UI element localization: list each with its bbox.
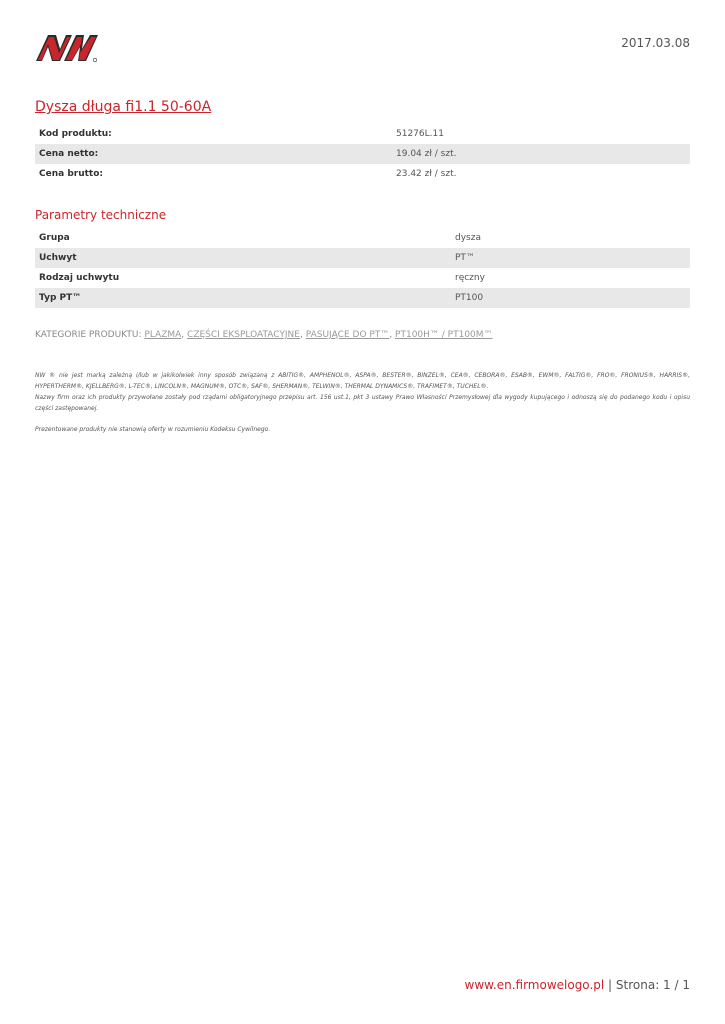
table-row (35, 288, 690, 308)
product-title[interactable]: Dysza długa fi1.1 50-60A (35, 99, 212, 115)
row-label: Cena brutto: (39, 169, 103, 179)
product-info-table (35, 124, 690, 184)
table-row (35, 124, 690, 144)
category-separator: , (389, 330, 396, 340)
nw-logo (34, 33, 100, 63)
row-label: Cena netto: (35, 144, 392, 164)
category-link-pasujace[interactable]: PASUJĄCE DO PT™ (305, 330, 390, 340)
product-categories (35, 330, 493, 340)
row-value: PT™ (451, 248, 690, 268)
row-value: ręczny (455, 273, 485, 283)
document-date: 2017.03.08 (621, 36, 690, 50)
table-row (35, 268, 690, 288)
row-value: 23.42 zł / szt. (396, 169, 457, 179)
row-label: Uchwyt (35, 248, 451, 268)
row-value: dysza (455, 233, 481, 243)
offer-disclaimer: Prezentowane produkty nie stanowią oferty w rozumieniu Kodeksu Cywilnego. (35, 426, 271, 433)
specs-heading: Parametry techniczne (35, 208, 167, 222)
row-label: Rodzaj uchwytu (39, 273, 120, 283)
category-separator: , (299, 330, 306, 340)
specs-table (35, 228, 690, 308)
page-number: | Strona: 1 / 1 (608, 978, 690, 992)
categories-prefix: KATEGORIE PRODUKTU: (35, 330, 142, 340)
legal-notes (35, 370, 690, 435)
row-value: 19.04 zł / szt. (392, 144, 690, 164)
row-label: Grupa (39, 233, 70, 243)
table-row (35, 228, 690, 248)
table-row (35, 164, 690, 184)
row-value: 51276L.11 (396, 129, 444, 139)
row-label: Kod produktu: (39, 129, 112, 139)
row-label: Typ PT™ (35, 288, 451, 308)
category-separator: , (181, 330, 188, 340)
row-value: PT100 (451, 288, 690, 308)
page-footer (465, 978, 690, 992)
table-row (35, 248, 690, 268)
footer-url[interactable]: www.en.firmowelogo.pl (464, 978, 605, 992)
table-row (35, 144, 690, 164)
category-link-pt100[interactable]: PT100H™ / PT100M™ (395, 330, 493, 340)
category-link-czesci[interactable]: CZĘŚCI EKSPLOATACYJNE (187, 330, 300, 340)
law-reference-note: Nazwy firm oraz ich produkty przywołane zostały pod rządami obligatoryjnego przepisu art. 156 ust.1, pkt 3 ustawy Prawo Własności Przemysłowej dla wygody kupującego i odnoszą się do podanego kodu i opisu części zastępowanej. (35, 394, 690, 412)
category-link-plazma[interactable]: PLAZMA (144, 330, 182, 340)
trademark-disclaimer: NW ® nie jest marką zależną i/lub w jakikolwiek inny sposób związaną z ABITIG®, AMPHENOL®, ASPA®, BESTER®, BINZEL®, CEA®, CEBORA®, ESAB®, EWM®, FALTIG®, FRO®, FRONIUS®, HARRIS®, HYPERTHERM®, KJELLBERG®, L-TEC®, LINCOLN®, MAGNUM®, OTC®, SAF®, SHERMAN®, TELWIN®, THERMAL DYNAMICS®, TRAFIMET®, TUCHEL®. (35, 372, 690, 390)
